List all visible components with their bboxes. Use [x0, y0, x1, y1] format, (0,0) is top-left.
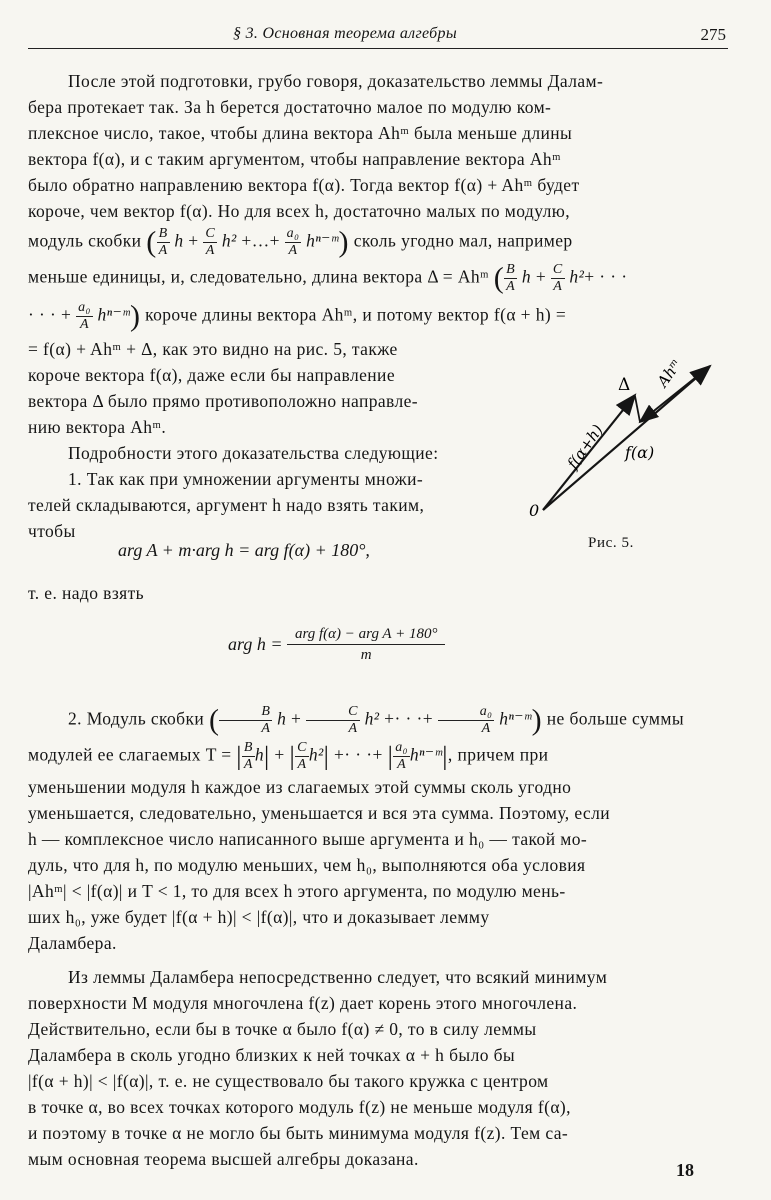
text-line: чтобы: [28, 521, 76, 541]
math-term: hⁿ⁻ᵐ: [97, 304, 130, 325]
text-line: было обратно направлению вектора f(α). Тогда вектор f(α) + Ahᵐ будет: [28, 175, 580, 195]
text-line: |Ahᵐ| < |f(α)| и T < 1, то для всех h этого аргумента, по модулю мень-: [28, 881, 566, 901]
text-line: вектора f(α), и с таким аргументом, чтобы направление вектора Ahᵐ: [28, 149, 561, 169]
math-dots: · · ·: [394, 708, 423, 729]
math-term: h: [254, 744, 265, 765]
math-op: +: [188, 230, 199, 251]
math-term: h²: [569, 266, 585, 287]
fraction: $\frac{\text{a₀}}{A}$: [286, 226, 300, 258]
label-f-alpha-plus-h: f(α+h): [563, 421, 607, 473]
figure-caption: Рис. 5.: [588, 535, 634, 551]
abs-bar: |: [289, 741, 296, 771]
text-line: 1. Так как при умножении аргументы множи-: [68, 469, 424, 489]
math-term: h: [174, 230, 184, 251]
text-line: и поэтому в точке α не могло бы быть минимума модуля f(z). Тем са-: [28, 1123, 569, 1143]
text-line: короче, чем вектор f(α). Но для всех h, достаточно малых по модулю,: [28, 201, 570, 221]
math-term: h²: [364, 708, 380, 729]
fraction: $\frac{C}{A}$: [297, 740, 307, 772]
fraction: $\frac{B}{A}$: [158, 226, 168, 258]
math-dots: · · ·: [599, 266, 628, 287]
text-fragment: не больше суммы: [546, 708, 685, 729]
running-header-title: § 3. Основная теорема алгебры: [233, 25, 457, 42]
abs-bar: |: [387, 741, 394, 771]
text-line: дуль, что для h, по модулю меньших, чем h₀, выполняются оба условия: [28, 855, 586, 875]
left-paren: (: [208, 703, 220, 737]
text-line: Действительно, если бы в точке α было f(α) ≠ 0, то в силу леммы: [28, 1019, 537, 1039]
math-op: +: [274, 744, 285, 765]
text-line: уменьшается, следовательно, уменьшается и вся эта сумма. Поэтому, если: [28, 803, 610, 823]
text-line: короче вектора f(α), даже если бы направление: [28, 365, 395, 385]
math-op: +: [291, 708, 302, 729]
text-line: После этой подготовки, грубо говоря, доказательство леммы Далам-: [68, 71, 604, 91]
text-line: телей складываются, аргумент h надо взять таким,: [28, 495, 425, 515]
text-line: ших h₀, уже будет |f(α + h)| < |f(α)|, что и доказывает лемму: [28, 907, 490, 927]
text-fragment: модуль скобки: [28, 230, 142, 251]
fraction: $\frac{\text{a₀}}{A}$: [78, 300, 91, 332]
equation-1: arg A + m·arg h = arg f(α) + 180°,: [118, 540, 370, 560]
text-fragment: меньше единицы, и, следовательно, длина вектора Δ = Ahᵐ: [28, 266, 489, 287]
fraction: $\frac{\text{a₀}}{A}$: [438, 704, 495, 737]
formula-line: [28, 262, 722, 295]
label-Ahm: Ahᵐ: [653, 355, 686, 391]
text-line: |f(α + h)| < |f(α)|, т. е. не существовало бы такого кружка с центром: [28, 1071, 549, 1091]
math-dots: …: [251, 230, 270, 251]
math-term: h²: [308, 744, 324, 765]
math-op: +: [422, 708, 433, 729]
formula-line: [28, 740, 722, 773]
signature-mark: 18: [676, 1160, 694, 1180]
abs-bar: |: [442, 741, 448, 771]
fraction: $\frac{\text{a₀}}{A}$: [395, 740, 408, 772]
math-op: +: [584, 266, 595, 287]
text-line: Даламбера.: [28, 933, 117, 953]
vector-delta: [635, 396, 640, 422]
math-op: +: [372, 744, 383, 765]
math-term: h²: [221, 230, 237, 251]
math-op: +: [269, 230, 280, 251]
math-op: +: [61, 304, 72, 325]
math-dots: · · ·: [28, 304, 57, 325]
text-line: т. е. надо взять: [28, 583, 145, 603]
left-paren: (: [146, 225, 157, 259]
label-origin: 0: [529, 501, 540, 520]
left-paren: (: [493, 261, 505, 295]
abs-bar: |: [236, 741, 242, 771]
fraction: $\frac{B}{A}$: [219, 704, 272, 737]
running-header: [28, 22, 728, 49]
fraction: $\frac{B}{A}$: [243, 740, 253, 772]
right-paren: ): [338, 225, 349, 259]
math-term: hⁿ⁻ᵐ: [409, 744, 443, 765]
math-op: +: [535, 266, 547, 287]
text-line: вектора Δ было прямо противоположно направле-: [28, 391, 419, 411]
math-dots: · · ·: [344, 744, 373, 765]
text-line: = f(α) + Ahᵐ + Δ, как это видно на рис. 5, также: [28, 339, 398, 359]
formula-line: [28, 226, 722, 259]
text-line: плексное число, такое, чтобы длина вектора Ahᵐ была меньше длины: [28, 123, 573, 143]
formula-line: [28, 300, 722, 333]
page-number: 275: [700, 25, 726, 44]
formula-line: [28, 704, 722, 737]
math-term: hⁿ⁻ᵐ: [499, 708, 532, 729]
abs-bar: |: [323, 741, 330, 771]
figure-5-vector-diagram: [525, 340, 725, 530]
math-op: +: [384, 708, 395, 729]
text-fragment: 2. Модуль скобки: [68, 708, 205, 729]
fraction: $\frac{C}{A}$: [306, 704, 360, 737]
text-line: нию вектора Ahᵐ.: [28, 417, 167, 437]
text-line: Даламбера в сколь угодно близких к ней точках α + h было бы: [28, 1045, 516, 1065]
abs-bar: |: [264, 741, 270, 771]
eq2-lhs: arg h =: [228, 634, 283, 654]
text-line: уменьшении модуля h каждое из слагаемых этой суммы сколь угодно: [28, 777, 572, 797]
text-line: бера протекает так. За h берется достаточно малое по модулю ком-: [28, 97, 552, 117]
math-op: +: [241, 230, 252, 251]
text-fragment: модулей ее слагаемых T =: [28, 744, 232, 765]
math-term: h: [277, 708, 287, 729]
fraction: $\frac{C}{A}$: [552, 262, 563, 294]
text-line: h — комплексное число написанного выше аргумента и h₀ — такой мо-: [28, 829, 588, 849]
equation-2: [228, 624, 445, 665]
text-fragment: сколь угодно мал, например: [353, 230, 573, 251]
text-fragment: короче длины вектора Ahᵐ, и потому вектор f(α + h) =: [145, 304, 567, 325]
text-fragment: , причем при: [447, 744, 549, 765]
text-line: Подробности этого доказательства следующие:: [68, 443, 439, 463]
label-f-alpha: f(α): [625, 443, 655, 462]
math-term: hⁿ⁻ᵐ: [306, 230, 339, 251]
label-delta: Δ: [618, 375, 631, 395]
fraction: $\frac{B}{A}$: [506, 262, 516, 294]
text-line: в точке α, во всех точках которого модуль f(z) не меньше модуля f(α),: [28, 1097, 571, 1117]
math-term: h: [521, 266, 532, 287]
right-paren: ): [531, 703, 542, 737]
text-line: мым основная теорема высшей алгебры доказана.: [28, 1149, 419, 1169]
eq2-fraction: $\frac{\text{arg f(α) − arg A + 180°}}{m}$: [287, 624, 445, 665]
text-line: Из леммы Даламбера непосредственно следует, что всякий минимум: [68, 967, 608, 987]
math-op: +: [334, 744, 345, 765]
fraction: $\frac{C}{A}$: [205, 226, 216, 258]
right-paren: ): [129, 299, 141, 333]
text-line: поверхности M модуля многочлена f(z) дает корень этого многочлена.: [28, 993, 578, 1013]
